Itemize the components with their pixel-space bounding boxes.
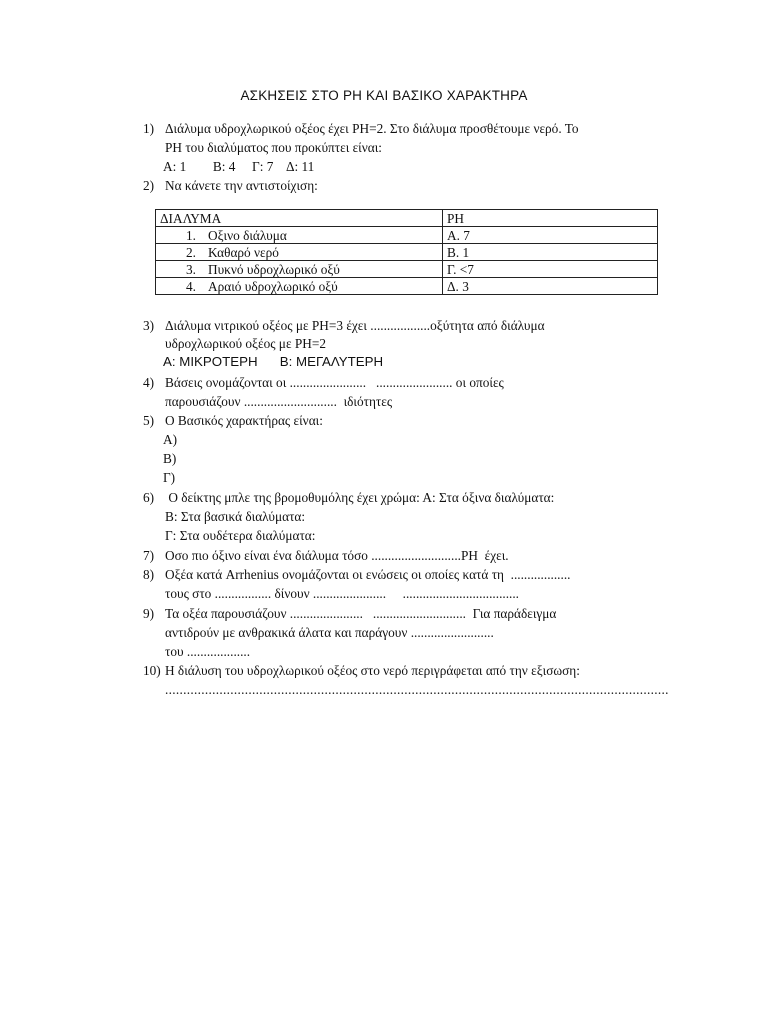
question-9-number: 9): [143, 606, 155, 621]
question-1-line-2: PH του διαλύματος που προκύπτει είναι:: [165, 140, 383, 155]
question-9-line-1: Τα οξέα παρουσιάζουν ...................... ............................ Για παράδειγμα: [165, 606, 557, 621]
question-5-text: Ο Βασικός χαρακτήρας είναι:: [165, 413, 323, 428]
question-5-number: 5): [143, 413, 155, 428]
table-header-solution: ΔΙΑΛΥΜΑ: [156, 210, 443, 227]
table-row: [156, 261, 658, 278]
question-3-line-2: υδροχλωρικού οξέος με PH=2: [165, 336, 326, 351]
question-5-option-b: Β): [163, 451, 177, 466]
row-solution: Πυκνό υδροχλωρικό οξύ: [208, 261, 340, 277]
question-3-options: Α: ΜΙΚΡΟΤΕΡΗ Β: ΜΕΓΑΛΥΤΕΡΗ: [163, 354, 384, 369]
question-3-number: 3): [143, 318, 155, 333]
row-ph: Δ. 3: [443, 278, 658, 295]
question-6-line-1: Ο δείκτης μπλε της βρομοθυμόλης έχει χρώμα: Α: Στα όξινα διαλύματα:: [165, 490, 555, 505]
question-2-text: Να κάνετε την αντιστοίχιση:: [165, 178, 318, 193]
matching-table: [155, 209, 658, 295]
page-title: ΑΣΚΗΣΕΙΣ ΣΤΟ PH ΚΑΙ ΒΑΣΙΚΟ ΧΑΡΑΚΤΗΡΑ: [240, 88, 528, 103]
question-1-options: Α: 1 Β: 4 Γ: 7 Δ: 11: [163, 159, 315, 174]
row-ph: Β. 1: [443, 244, 658, 261]
question-5-option-c: Γ): [163, 470, 176, 485]
question-6-line-3: Γ: Στα ουδέτερα διαλύματα:: [165, 528, 316, 543]
question-7-text: Οσο πιο όξινο είναι ένα διάλυμα τόσο ...........................PH έχει.: [165, 548, 509, 563]
row-ph: Γ. <7: [443, 261, 658, 278]
question-6-line-2: Β: Στα βασικά διαλύματα:: [165, 509, 306, 524]
question-10-answer-line: ...........................................................................................................................................: [165, 682, 669, 697]
row-index: 2.: [186, 244, 196, 260]
question-8-number: 8): [143, 567, 155, 582]
table-row: [156, 227, 658, 244]
question-1-line-1: Διάλυμα υδροχλωρικού οξέος έχει PH=2. Στο διάλυμα προσθέτουμε νερό. Το: [165, 121, 579, 136]
question-4-line-1: Βάσεις ονομάζονται οι ....................... ....................... οι οποίες: [165, 375, 504, 390]
question-10-number: 10): [143, 663, 161, 678]
question-1-number: 1): [143, 121, 155, 136]
row-index: 4.: [186, 278, 196, 294]
row-ph: Α. 7: [443, 227, 658, 244]
question-9-line-3: του ...................: [165, 644, 251, 659]
row-index: 1.: [186, 227, 196, 243]
question-5-option-a: Α): [163, 432, 178, 447]
question-3-line-1: Διάλυμα νιτρικού οξέος με PH=3 έχει ..................οξύτητα από διάλυμα: [165, 318, 545, 333]
question-7-number: 7): [143, 548, 155, 563]
question-6-number: 6): [143, 490, 155, 505]
question-10-line-1: Η διάλυση του υδροχλωρικού οξέος στο νερό περιγράφεται από την εξισωση:: [165, 663, 580, 678]
table-header-ph: PH: [443, 210, 658, 227]
question-8-line-2: τους στο ................. δίνουν ...................... ...................................: [165, 586, 520, 601]
row-solution: Αραιό υδροχλωρικό οξύ: [208, 278, 338, 294]
question-2-number: 2): [143, 178, 155, 193]
question-4-number: 4): [143, 375, 155, 390]
row-solution: Καθαρό νερό: [208, 244, 279, 260]
row-solution: Οξινο διάλυμα: [208, 227, 287, 243]
table-header-row: [156, 210, 658, 227]
table-row: [156, 244, 658, 261]
row-index: 3.: [186, 261, 196, 277]
question-8-line-1: Οξέα κατά Arrhenius ονομάζονται οι ενώσεις οι οποίες κατά τη ..................: [165, 567, 571, 582]
question-9-line-2: αντιδρούν με ανθρακικά άλατα και παράγουν .........................: [165, 625, 494, 640]
table-row: [156, 278, 658, 295]
question-4-line-2: παρουσιάζουν ............................ ιδιότητες: [165, 394, 393, 409]
